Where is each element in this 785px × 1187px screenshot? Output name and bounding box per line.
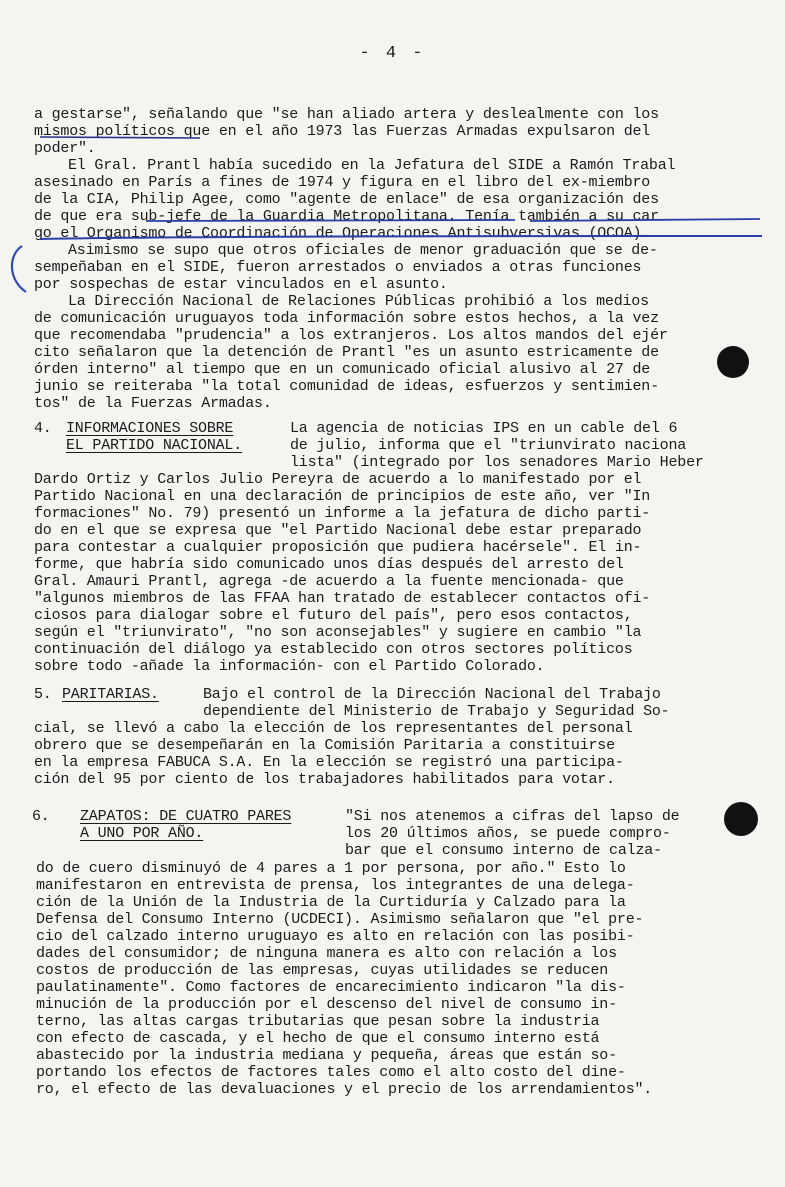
text-line: minución de la producción por el descenso del nivel de consumo in- <box>36 996 617 1013</box>
text-line: "algunos miembros de las FFAA han tratado de establecer contactos ofi- <box>34 590 651 607</box>
text-line: Asimismo se supo que otros oficiales de menor graduación que se de- <box>68 242 658 259</box>
text-line: obrero que se desempeñarán en la Comisión Paritaria a constituirse <box>34 737 615 754</box>
text-line: ciosos para dialogar sobre el futuro del país", pero esos contactos, <box>34 607 633 624</box>
text-line: El Gral. Prantl había sucedido en la Jefatura del SIDE a Ramón Trabal <box>68 157 676 174</box>
section-heading: ZAPATOS: DE CUATRO PARES <box>80 808 292 825</box>
text-line: La agencia de noticias IPS en un cable del 6 <box>290 420 678 437</box>
text-line: los 20 últimos años, se puede compro- <box>345 825 671 842</box>
text-line: do de cuero disminuyó de 4 pares a 1 por persona, por año." Esto lo <box>36 860 626 877</box>
text-line: dependiente del Ministerio de Trabajo y Seguridad So- <box>203 703 670 720</box>
text-line: terno, las altas cargas tributarias que pesan sobre la industria <box>36 1013 600 1030</box>
text-line: cio del calzado interno uruguayo es alto en relación con las posibi- <box>36 928 635 945</box>
section-heading: INFORMACIONES SOBRE <box>66 420 234 437</box>
text-line: lista" (integrado por los senadores Mario Heber <box>290 454 704 471</box>
punch-hole-mark <box>724 802 758 836</box>
pen-bracket-mark <box>12 246 26 292</box>
text-line: continuación del diálogo ya establecido con otros sectores políticos <box>34 641 633 658</box>
text-line: costos de producción de las empresas, cuyas utilidades se reducen <box>36 962 609 979</box>
text-line: go el Organismo de Coordinación de Operaciones Antisubversivas (OCOA). <box>34 225 651 242</box>
text-line: dades del consumidor; de ninguna manera es alto con relación a los <box>36 945 617 962</box>
pen-underline-mark <box>40 236 762 239</box>
text-line: Gral. Amauri Prantl, agrega -de acuerdo a la fuente mencionada- que <box>34 573 624 590</box>
section-heading: EL PARTIDO NACIONAL. <box>66 437 243 454</box>
text-line: poder". <box>34 140 96 157</box>
text-line: Dardo Ortiz y Carlos Julio Pereyra de acuerdo a lo manifestado por el <box>34 471 642 488</box>
text-line: ción del 95 por ciento de los trabajadores habilitados para votar. <box>34 771 615 788</box>
text-line: abastecido por la industria mediana y pequeña, áreas que están so- <box>36 1047 617 1064</box>
text-line: paulatinamente". Como factores de encarecimiento indicaron "la dis- <box>36 979 626 996</box>
text-line: cito señalaron que la detención de Prantl "es un asunto estricamente de <box>34 344 659 361</box>
text-line: mismos políticos que en el año 1973 las Fuerzas Armadas expulsaron del <box>34 123 651 140</box>
text-line: La Dirección Nacional de Relaciones Públicas prohibió a los medios <box>68 293 649 310</box>
section-number: 4. <box>34 420 52 437</box>
text-line: sobre todo -añade la información- con el Partido Colorado. <box>34 658 545 675</box>
text-line: portando los efectos de factores tales como el alto costo del dine- <box>36 1064 626 1081</box>
section-number: 5. <box>34 686 52 703</box>
punch-hole-mark <box>717 346 749 378</box>
text-line: sempeñaban en el SIDE, fueron arrestados o enviados a otras funciones <box>34 259 642 276</box>
text-line: por sospechas de estar vinculados en el asunto. <box>34 276 448 293</box>
pen-underline-mark <box>40 137 200 138</box>
text-line: ción de la Unión de la Industria de la Curtiduría y Calzado para la <box>36 894 626 911</box>
text-line: con efecto de cascada, y el hecho de que el consumo interno está <box>36 1030 600 1047</box>
text-line: para contestar a cualquier proposición que pudiera hacérsele". El in- <box>34 539 642 556</box>
text-line: Partido Nacional en una declaración de principios de este año, ver "In <box>34 488 651 505</box>
text-line: cial, se llevó a cabo la elección de los representantes del personal <box>34 720 633 737</box>
text-line: manifestaron en entrevista de prensa, los integrantes de una delega- <box>36 877 635 894</box>
text-line: de comunicación uruguayos toda información sobre estos hechos, a la vez <box>34 310 659 327</box>
text-line: ro, el efecto de las devaluaciones y el precio de los arrendamientos". <box>36 1081 653 1098</box>
text-line: tos" de la Fuerzas Armadas. <box>34 395 272 412</box>
text-line: Bajo el control de la Dirección Nacional del Trabajo <box>203 686 661 703</box>
text-line: do en el que se expresa que "el Partido Nacional debe estar preparado <box>34 522 642 539</box>
text-line: de que era sub-jefe de la Guardia Metropolitana. Tenía también a su car <box>34 208 659 225</box>
section-number: 6. <box>32 808 50 825</box>
page-number: - 4 - <box>359 44 426 63</box>
text-line: que recomendaba "prudencia" a los extranjeros. Los altos mandos del ejér <box>34 327 668 344</box>
text-line: asesinado en París a fines de 1974 y figura en el libro del ex-miembro <box>34 174 651 191</box>
text-line: de julio, informa que el "triunvirato naciona <box>290 437 687 454</box>
text-line: bar que el consumo interno de calza- <box>345 842 662 859</box>
section-heading: PARITARIAS. <box>62 686 159 703</box>
text-line: en la empresa FABUCA S.A. En la elección se registró una participa- <box>34 754 624 771</box>
section-heading: A UNO POR AÑO. <box>80 825 204 842</box>
text-line: junio se reiteraba "la total comunidad de ideas, esfuerzos y sentimien- <box>34 378 659 395</box>
text-line: de la CIA, Philip Agee, como "agente de enlace" de esa organización des <box>34 191 659 208</box>
text-line: formaciones" No. 79) presentó un informe a la jefatura de dicho parti- <box>34 505 651 522</box>
text-line: forme, que habría sido comunicado unos días después del arresto del <box>34 556 624 573</box>
text-line: a gestarse", señalando que "se han aliado artera y deslealmente con los <box>34 106 659 123</box>
text-line: según el "triunvirato", "no son aconsejables" y sugiere en cambio "la <box>34 624 642 641</box>
text-line: Defensa del Consumo Interno (UCDECI). Asimismo señalaron que "el pre- <box>36 911 644 928</box>
pen-underline-mark <box>146 219 760 221</box>
text-line: "Si nos atenemos a cifras del lapso de <box>345 808 680 825</box>
text-line: órden interno" al tiempo que en un comunicado oficial alusivo al 27 de <box>34 361 651 378</box>
